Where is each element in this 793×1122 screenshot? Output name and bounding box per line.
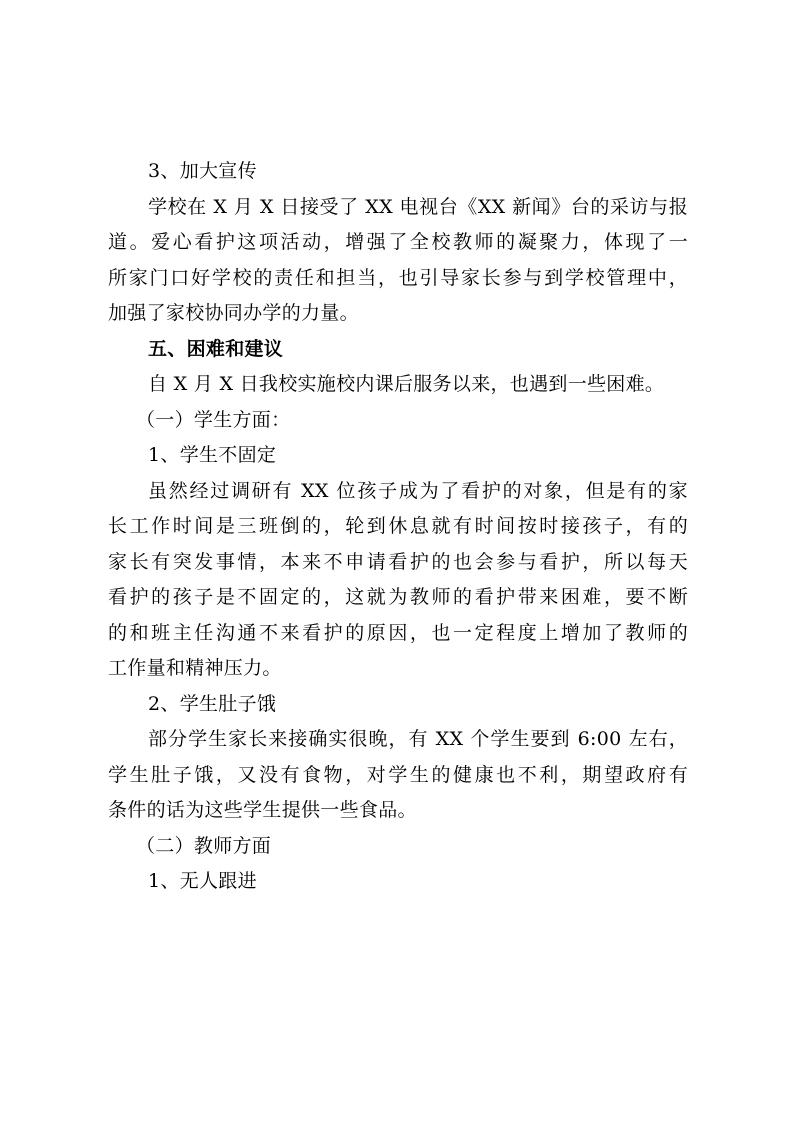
paragraph-line: 工作量和精神压力。 [108, 657, 282, 679]
paragraph-line: 虽然经过调研有 XX 位孩子成为了看护的对象，但是有的家 [148, 479, 688, 502]
paragraph-line: 学生肚子饿，又没有食物，对学生的健康也不利，期望政府有 [108, 763, 688, 786]
paragraph-line: 自 X 月 X 日我校实施校内课后服务以来，也遇到一些困难。 [148, 373, 665, 395]
paragraph-line: 加强了家校协同办学的力量。 [108, 302, 359, 324]
document-body [108, 154, 688, 900]
section-heading-difficulties: 五、困难和建议 [148, 337, 284, 360]
subsection-heading-teachers: （二）教师方面 [136, 834, 272, 857]
subheading-students-not-fixed: 1、学生不固定 [148, 444, 277, 466]
paragraph-line: 学校在 X 月 X 日接受了 XX 电视台《XX 新闻》台的采访与报 [148, 195, 688, 218]
paragraph-line: 部分学生家长来接确实很晚，有 XX 个学生要到 6:00 左右， [148, 728, 688, 750]
subheading-publicity: 3、加大宣传 [148, 160, 257, 182]
paragraph-line: 道。爱心看护这项活动，增强了全校教师的凝聚力，体现了一 [108, 231, 688, 253]
subsection-heading-students: （一）学生方面： [136, 408, 291, 431]
paragraph-line: 的和班主任沟通不来看护的原因，也一定程度上增加了教师的 [108, 621, 688, 644]
subheading-no-follow-up: 1、无人跟进 [148, 870, 257, 892]
subheading-students-hungry: 2、学生肚子饿 [148, 692, 277, 715]
paragraph-line: 看护的孩子是不固定的，这就为教师的看护带来困难，要不断 [108, 586, 688, 608]
paragraph-line: 家长有突发事情，本来不申请看护的也会参与看护，所以每天 [108, 550, 688, 573]
paragraph-line: 长工作时间是三班倒的，轮到休息就有时间按时接孩子，有的 [108, 515, 688, 537]
paragraph-line: 条件的话为这些学生提供一些食品。 [108, 799, 417, 821]
paragraph-line: 所家门口好学校的责任和担当，也引导家长参与到学校管理中， [108, 266, 688, 289]
